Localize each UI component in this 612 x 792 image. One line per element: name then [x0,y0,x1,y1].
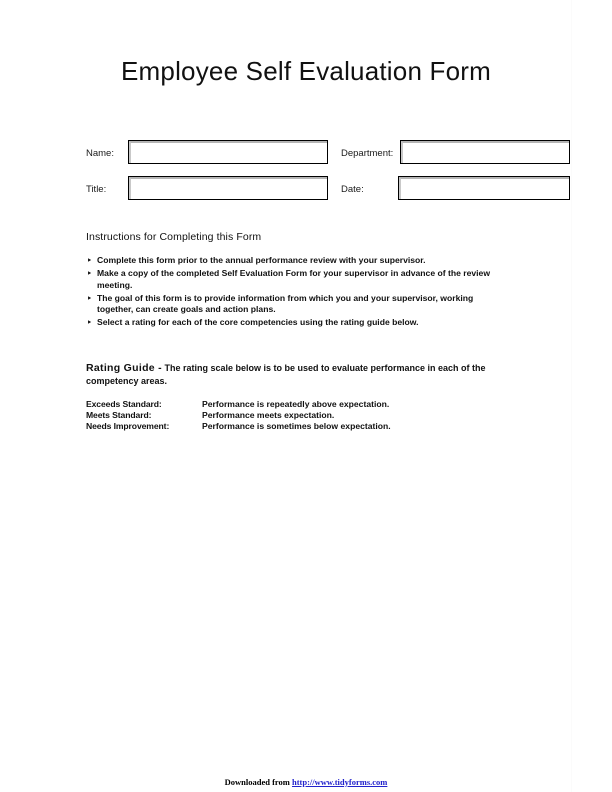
list-item [86,268,510,291]
name-label: Name: [86,148,114,159]
table-row [86,399,506,410]
instructions-heading: Instructions for Completing this Form [86,231,262,243]
date-label: Date: [341,184,364,195]
page-title: Employee Self Evaluation Form [121,56,491,86]
list-item-text: Complete this form prior to the annual performance review with your supervisor. [97,255,426,265]
date-input[interactable] [398,176,570,200]
footer [0,777,612,787]
department-label: Department: [341,148,394,159]
rating-description: Performance meets expectation. [202,410,335,421]
footer-url-link[interactable]: http://www.tidyforms.com [291,777,388,787]
page-edge-line [571,0,572,792]
title-input[interactable] [128,176,328,200]
rating-description: Performance is sometimes below expectation. [202,421,391,432]
rating-term: Needs Improvement: [86,421,170,432]
bullet-icon: ‣ [87,269,92,279]
list-item [86,317,510,329]
bullet-icon: ‣ [87,293,92,303]
list-item-text: Make a copy of the completed Self Evaluation Form for your supervisor in advance of the review meeting. [97,268,491,290]
rating-term: Meets Standard: [86,410,152,421]
name-input[interactable] [128,140,328,164]
form-fields-section [86,140,570,212]
department-input[interactable] [400,140,570,164]
footer-prefix: Downloaded from [224,777,292,787]
list-item [86,293,510,316]
form-row-name-department [86,140,570,176]
list-item-text: The goal of this form is to provide information from which you and your supervisor, working together, can create goals and action plans. [97,292,474,315]
bullet-icon: ‣ [87,256,92,265]
table-row [86,421,506,432]
rating-description: Performance is repeatedly above expectation. [202,399,390,409]
table-row [86,410,506,421]
instructions-list [86,255,510,331]
list-item [86,255,510,267]
rating-guide-paragraph [86,362,506,388]
rating-term: Exceeds Standard: [86,399,162,409]
rating-guide-description: The rating scale below is to be used to evaluate performance in each of the competency areas. [86,363,486,386]
rating-levels-table [86,399,506,433]
rating-guide-section [86,362,506,388]
bullet-icon: ‣ [87,318,92,328]
title-label: Title: [86,184,107,195]
rating-guide-heading: Rating Guide - [86,362,162,374]
form-row-title-date [86,176,570,212]
list-item-text: Select a rating for each of the core competencies using the rating guide below. [97,317,419,328]
